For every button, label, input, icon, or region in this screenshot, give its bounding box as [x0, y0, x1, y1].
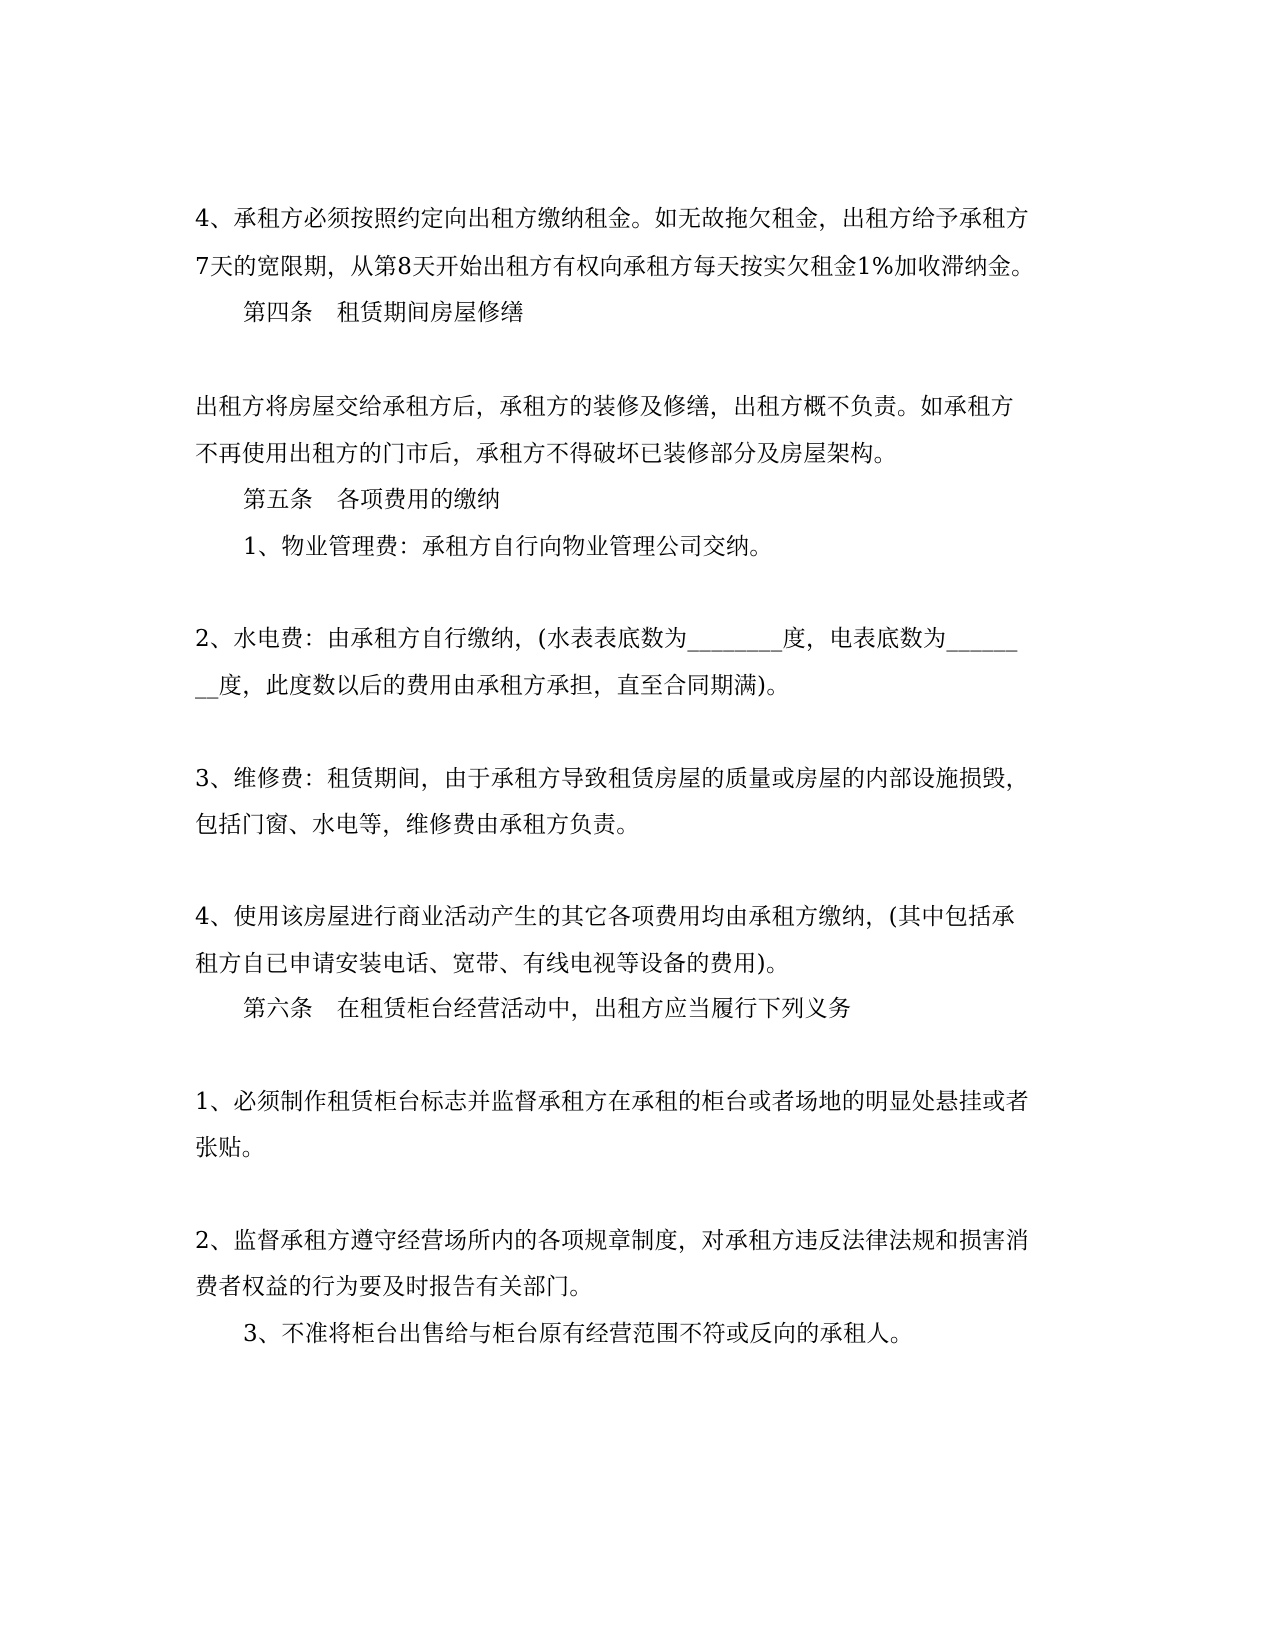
list-item: 3、维修费：租赁期间，由于承租方导致租赁房屋的质量或房屋的内部设施损毁，: [195, 766, 1030, 792]
section-heading-5: 第五条 各项费用的缴纳: [243, 487, 501, 513]
section-heading-6: 第六条 在租赁柜台经营活动中，出租方应当履行下列义务: [243, 996, 852, 1022]
list-item: 3、不准将柜台出售给与柜台原有经营范围不符或反向的承租人。: [243, 1321, 914, 1347]
paragraph-line: 费者权益的行为要及时报告有关部门。: [195, 1274, 593, 1300]
list-item: 1、物业管理费：承租方自行向物业管理公司交纳。: [243, 534, 773, 560]
list-item: 2、监督承租方遵守经营场所内的各项规章制度，对承租方违反法律法规和损害消: [195, 1228, 1030, 1254]
paragraph-line: 包括门窗、水电等，维修费由承租方负责。: [195, 812, 640, 838]
list-item: 1、必须制作租赁柜台标志并监督承租方在承租的柜台或者场地的明显处悬挂或者: [195, 1089, 1030, 1115]
paragraph-line: 7天的宽限期，从第8天开始出租方有权向承租方每天按实欠租金1%加收滞纳金。: [195, 254, 1035, 280]
paragraph-line: 租方自已申请安装电话、宽带、有线电视等设备的费用)。: [195, 951, 790, 977]
list-item: 4、使用该房屋进行商业活动产生的其它各项费用均由承租方缴纳，(其中包括承: [195, 904, 1016, 930]
section-heading-4: 第四条 租赁期间房屋修缮: [243, 300, 524, 326]
paragraph-line: __度，此度数以后的费用由承租方承担，直至合同期满)。: [195, 673, 790, 699]
paragraph-line: 4、承租方必须按照约定向出租方缴纳租金。如无故拖欠租金，出租方给予承租方: [195, 206, 1030, 232]
paragraph-line: 出租方将房屋交给承租方后，承租方的装修及修缮，出租方概不负责。如承租方: [195, 394, 1014, 420]
list-item: 2、水电费：由承租方自行缴纳，(水表表底数为________度，电表底数为______: [195, 626, 1018, 652]
paragraph-line: 不再使用出租方的门市后，承租方不得破坏已装修部分及房屋架构。: [195, 441, 897, 467]
paragraph-line: 张贴。: [195, 1135, 266, 1161]
